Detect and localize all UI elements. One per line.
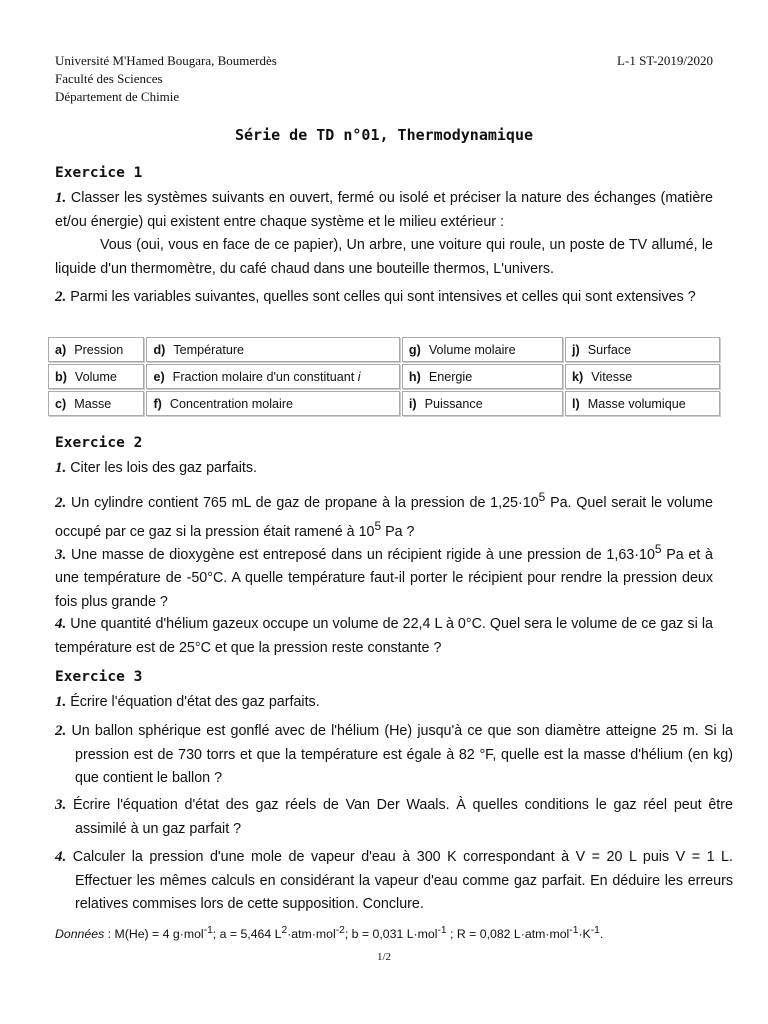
- variable-label: Masse: [74, 396, 112, 411]
- variable-cell: [402, 364, 563, 389]
- variables-row: [48, 364, 720, 389]
- variable-label: Surface: [587, 342, 632, 357]
- variable-cell: [402, 391, 563, 416]
- variable-label: Fraction molaire d'un constituant: [172, 369, 355, 384]
- page-number: 1/2: [376, 951, 392, 963]
- exponent: 2: [281, 925, 288, 936]
- question-text: Citer les lois des gaz parfaits.: [70, 460, 257, 476]
- variable-key: c): [55, 396, 67, 411]
- question-number: 4.: [55, 849, 67, 865]
- variable-cell: [146, 337, 399, 362]
- variable-index: i: [357, 369, 361, 384]
- exponent: 5: [538, 490, 546, 504]
- question-number: 2.: [55, 494, 67, 511]
- question-text: Une masse de dioxygène est entreposé dans un récipient rigide à une pression de 1,63·10: [70, 546, 655, 563]
- variables-row: [48, 337, 720, 362]
- variable-key: d): [153, 342, 166, 357]
- ex2-question-1: [55, 457, 713, 481]
- variable-key: i): [408, 396, 417, 411]
- ex2-question-4: [55, 613, 713, 660]
- question-number: 2.: [55, 289, 67, 305]
- exercise-2-title: Exercice 2: [55, 435, 143, 451]
- question-number: 3.: [55, 797, 67, 813]
- variable-key: g): [408, 342, 421, 357]
- ex2-question-3: [55, 538, 713, 614]
- variable-label: Energie: [428, 369, 473, 384]
- variable-key: k): [572, 369, 584, 384]
- exercise-1-title: Exercice 1: [55, 165, 143, 181]
- ex3-question-4: [55, 846, 733, 917]
- ex1-systems-list: Vous (oui, vous en face de ce papier), Un arbre, une voiture qui roule, un poste de TV allumé, le liquide d'un thermomètre, du café chaud dans une bouteille thermos, L'univers.: [55, 237, 713, 277]
- variable-cell: [48, 364, 144, 389]
- ex3-question-1: [55, 691, 713, 715]
- variable-cell: [565, 364, 720, 389]
- variable-cell: [146, 364, 399, 389]
- ex1-question-2: [55, 286, 733, 310]
- data-text: ; b = 0,031 L·mol: [344, 927, 438, 942]
- variable-key: f): [153, 396, 162, 411]
- data-constants: [55, 925, 603, 941]
- exponent: -1: [437, 925, 447, 936]
- data-text: .: [599, 927, 604, 942]
- variable-key: e): [153, 369, 165, 384]
- faculty-name: Faculté des Sciences: [55, 71, 163, 86]
- variable-key: l): [572, 396, 580, 411]
- question-text: Un cylindre contient 765 mL de gaz de propane à la pression de 1,25·10: [71, 494, 539, 511]
- exponent: -1: [203, 925, 213, 936]
- question-number: 2.: [55, 723, 67, 739]
- question-text: Écrire l'équation d'état des gaz parfaits.: [70, 694, 320, 710]
- question-text: Une quantité d'hélium gazeux occupe un volume de 22,4 L à 0°C. Quel sera le volume de ce gaz si la température est de 25°C et que la pression reste constante ?: [55, 616, 713, 656]
- data-text: ; R = 0,082 L·atm·mol: [446, 927, 570, 942]
- question-text: Pa et à une température de -50°C. A quelle température faut-il porter le récipient pour rendre la pression deux fois plus grande ?: [55, 546, 713, 610]
- variable-label: Vitesse: [591, 369, 633, 384]
- variable-label: Puissance: [424, 396, 483, 411]
- variable-cell: [48, 391, 144, 416]
- variable-key: j): [572, 342, 580, 357]
- exponent: -1: [590, 925, 600, 936]
- data-text: : M(He) = 4 g·mol: [104, 927, 204, 942]
- question-text: Classer les systèmes suivants en ouvert, fermé ou isolé et préciser la nature des échanges (matière et/ou énergie) qui existent entre chaque système et le milieu extérieur :: [55, 190, 713, 230]
- variable-label: Volume molaire: [428, 342, 516, 357]
- variable-cell: [565, 391, 720, 416]
- variables-table: [46, 335, 722, 418]
- exercise-3-title: Exercice 3: [55, 669, 143, 685]
- question-number: 1.: [55, 190, 67, 206]
- variable-label: Température: [173, 342, 245, 357]
- question-number: 1.: [55, 694, 67, 710]
- question-text: Calculer la pression d'une mole de vapeur d'eau à 300 K correspondant à V = 20 L puis V = 1 L. Effectuer les mêmes calculs en considérant la vapeur d'eau comme gaz parfait. En déduire les erreurs relatives commises lors de cette supposition. Conclure.: [72, 849, 733, 912]
- data-text: ·atm·mol: [287, 927, 336, 942]
- university-name: Université M'Hamed Bougara, Boumerdès: [55, 53, 277, 68]
- ex1-question-1: [55, 187, 713, 234]
- question-number: 1.: [55, 460, 67, 476]
- exponent: -1: [569, 925, 579, 936]
- data-text: ; a = 5,464 L: [212, 927, 282, 942]
- variable-key: h): [408, 369, 421, 384]
- page-title: Série de TD n°01, Thermodynamique: [234, 126, 533, 144]
- variable-cell: [565, 337, 720, 362]
- institution-header: [55, 52, 277, 106]
- exponent: 5: [374, 519, 382, 534]
- question-text: Pa ?: [381, 524, 415, 541]
- level-label: L-1 ST-2019/2020: [617, 53, 713, 68]
- variable-key: b): [55, 369, 67, 384]
- data-label: Données: [55, 927, 105, 942]
- ex3-question-2: [55, 720, 733, 791]
- question-text: Parmi les variables suivantes, quelles sont celles qui sont intensives et celles qui sont extensives ?: [70, 289, 696, 305]
- department-name: Département de Chimie: [55, 89, 180, 104]
- variable-cell: [402, 337, 563, 362]
- variable-label: Pression: [74, 342, 124, 357]
- ex3-question-3: [55, 794, 733, 841]
- variable-cell: [48, 337, 144, 362]
- ex2-question-2: [55, 486, 713, 545]
- question-text: Un ballon sphérique est gonflé avec de l'hélium (He) jusqu'à ce que son diamètre atteigne 25 m. Si la pression est de 730 torrs et que la température est égale à 82 °F, quelle est la masse d'hélium (en kg) que contient le ballon ?: [71, 723, 733, 786]
- question-number: 3.: [55, 546, 67, 563]
- exponent: 5: [654, 542, 662, 556]
- question-number: 4.: [55, 616, 67, 632]
- variable-label: Volume: [74, 369, 117, 384]
- question-text: Écrire l'équation d'état des gaz réels de Van Der Waals. À quelles conditions le gaz réel peut être assimilé à un gaz parfait ?: [72, 797, 733, 837]
- exponent: -2: [335, 925, 345, 936]
- variables-row: [48, 391, 720, 416]
- data-text: ·K: [578, 927, 591, 942]
- variable-cell: [146, 391, 399, 416]
- variable-label: Concentration molaire: [169, 396, 294, 411]
- question-text: Pa. Quel serait le volume occupé par ce gaz si la pression était ramené à 10: [55, 494, 713, 541]
- variable-label: Masse volumique: [587, 396, 686, 411]
- variable-key: a): [55, 342, 67, 357]
